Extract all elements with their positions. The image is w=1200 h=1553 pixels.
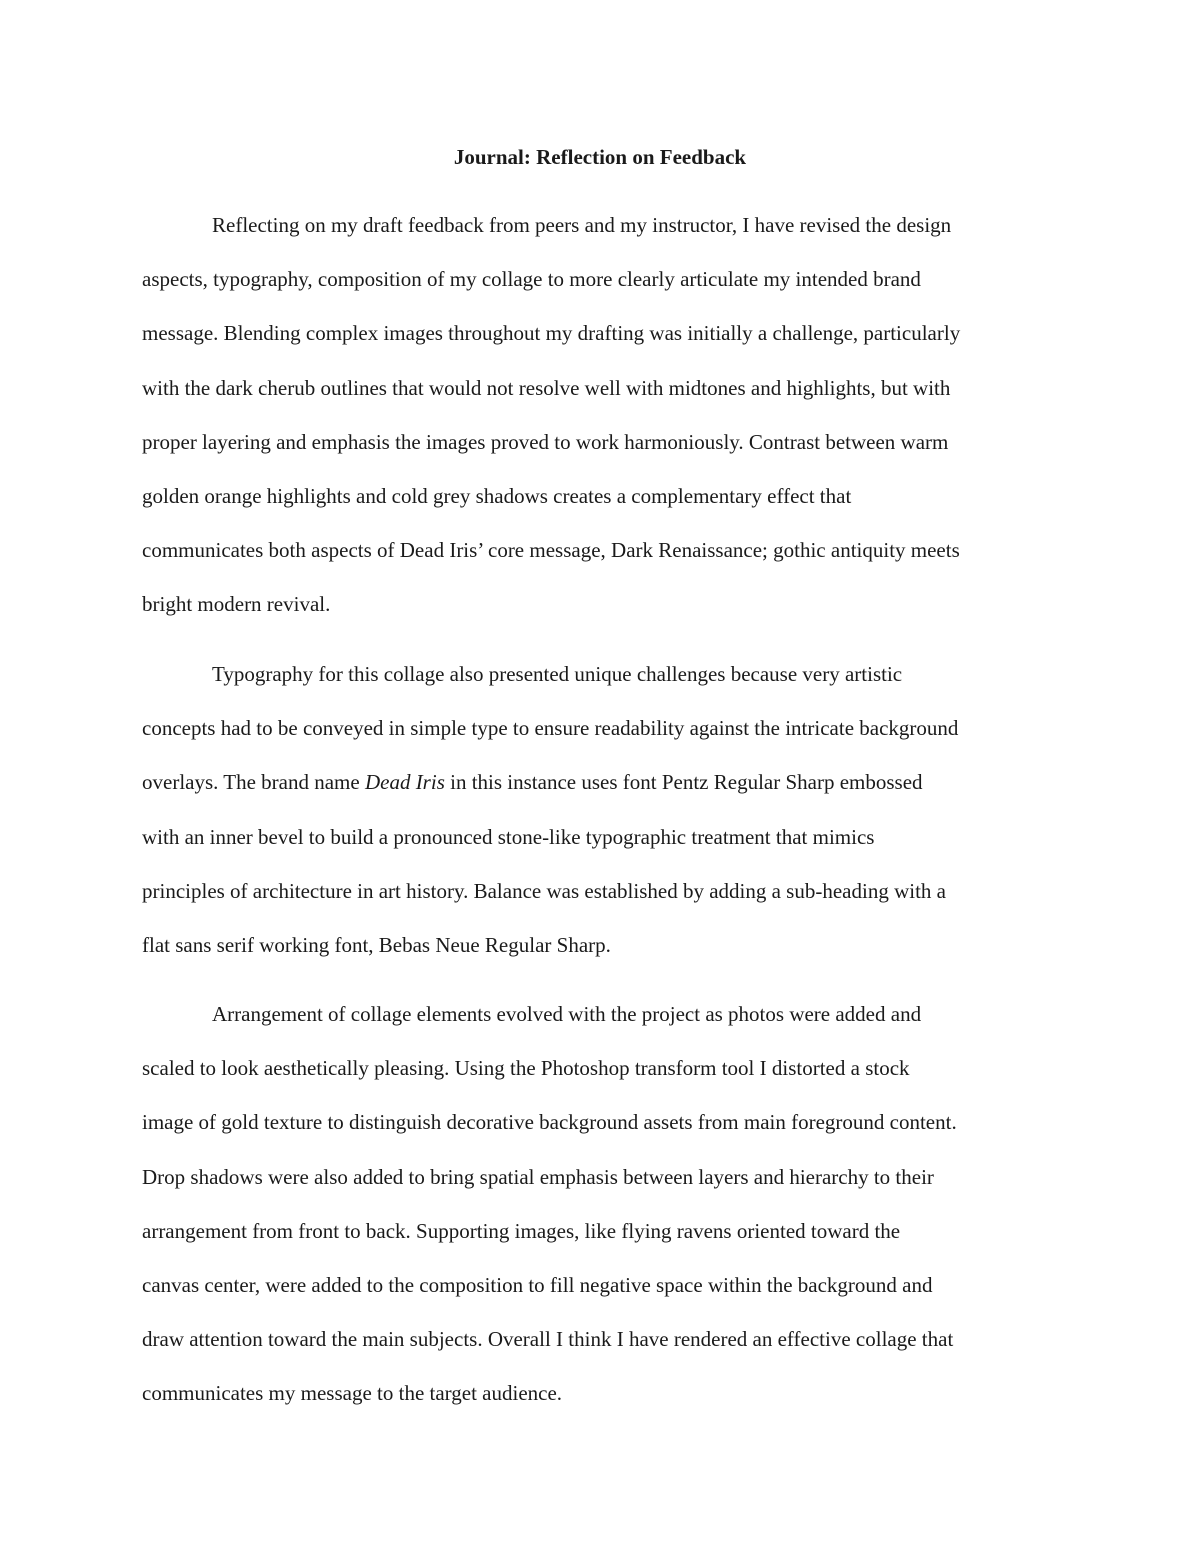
- paragraph-line: scaled to look aesthetically pleasing. Using the Photoshop transform tool I distorted a stock: [142, 1056, 910, 1081]
- document-title: Journal: Reflection on Feedback: [453, 145, 747, 169]
- paragraph-line: Arrangement of collage elements evolved with the project as photos were added and: [212, 1002, 922, 1026]
- paragraph-line: communicates my message to the target audience.: [142, 1381, 563, 1406]
- paragraph-line: principles of architecture in art history. Balance was established by adding a sub-heading with a: [142, 878, 946, 903]
- brand-name-italic: Dead Iris: [364, 770, 445, 795]
- paragraph-line: image of gold texture to distinguish decorative background assets from main foreground content.: [142, 1110, 957, 1135]
- paragraph-line: message. Blending complex images throughout my drafting was initially a challenge, particularly: [142, 321, 961, 346]
- paragraph-1: [142, 198, 1062, 632]
- paragraph-line: flat sans serif working font, Bebas Neue Regular Sharp.: [142, 933, 611, 958]
- paragraph-line: draw attention toward the main subjects. Overall I think I have rendered an effective collage that: [142, 1327, 954, 1352]
- paragraph-line: Typography for this collage also presented unique challenges because very artistic: [212, 662, 903, 686]
- paragraph-2: [142, 647, 1062, 972]
- paragraph-line: aspects, typography, composition of my collage to more clearly articulate my intended brand: [142, 267, 921, 292]
- paragraph-line: Drop shadows were also added to bring spatial emphasis between layers and hierarchy to their: [142, 1164, 934, 1189]
- paragraph-line: communicates both aspects of Dead Iris’ core message, Dark Renaissance; gothic antiquity meets: [142, 538, 960, 563]
- paragraph-line-with-brand: [142, 755, 1062, 809]
- line-prefix: overlays. The brand name: [142, 770, 365, 795]
- paragraph-line: with an inner bevel to build a pronounced stone-like typographic treatment that mimics: [142, 824, 875, 849]
- paragraph-line: Reflecting on my draft feedback from peers and my instructor, I have revised the design: [212, 213, 952, 237]
- paragraph-line: arrangement from front to back. Supporting images, like flying ravens oriented toward the: [142, 1218, 901, 1243]
- paragraph-line: proper layering and emphasis the images proved to work harmoniously. Contrast between warm: [142, 429, 949, 454]
- paragraph-3: [142, 987, 1062, 1421]
- paragraph-line: bright modern revival.: [142, 592, 331, 617]
- paragraph-line: concepts had to be conveyed in simple type to ensure readability against the intricate background: [142, 716, 959, 741]
- paragraph-line: with the dark cherub outlines that would not resolve well with midtones and highlights, but with: [142, 375, 951, 400]
- line-suffix: in this instance uses font Pentz Regular Sharp embossed: [444, 770, 923, 795]
- paragraph-line: canvas center, were added to the composition to fill negative space within the background and: [142, 1273, 933, 1298]
- paragraph-line: golden orange highlights and cold grey shadows creates a complementary effect that: [142, 484, 852, 509]
